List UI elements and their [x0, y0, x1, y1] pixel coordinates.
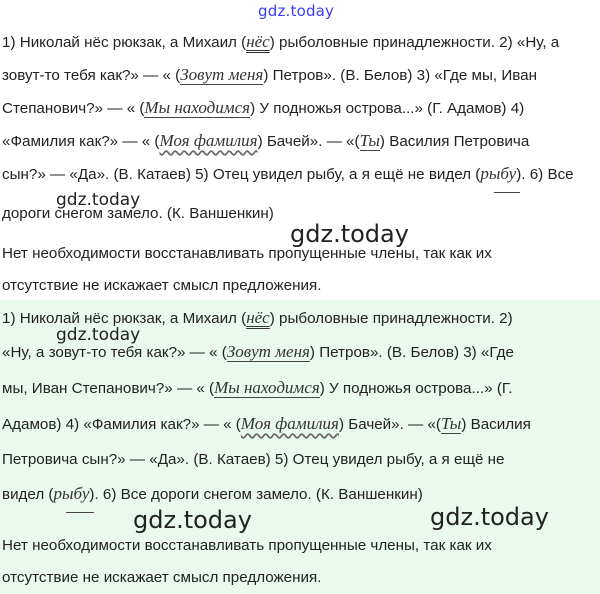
watermark: gdz.today — [430, 503, 549, 531]
underline-mark — [66, 512, 94, 513]
watermark: gdz.today — [290, 220, 409, 248]
conclusion-line: Нет необходимости восстанавливать пропущенные члены, так как их — [2, 537, 492, 554]
text-line: видел (рыбу). 6) Все дороги снегом замело. (К. Ваншенкин) — [2, 484, 423, 503]
text-line: 1) Николай нёс рюкзак, а Михаил (нёс) рыболовные принадлежности. 2) «Ну, а — [2, 32, 560, 51]
conclusion-line: Нет необходимости восстанавливать пропущенные члены, так как их — [2, 245, 492, 262]
text-line: дороги снегом замело. (К. Ваншенкин) — [2, 205, 274, 222]
underline-mark — [494, 192, 520, 193]
text-line: Петровича сын?» — «Да». (В. Катаев) 5) Отец увидел рыбу, а я ещё не — [2, 451, 505, 468]
text-line: «Фамилия как?» — « (Моя фамилия) Бачей». — «(Ты) Василия Петровича — [2, 131, 530, 150]
text-line: «Ну, а зовут-то тебя как?» — « (Зовут меня) Петров». (В. Белов) 3) «Где — [2, 342, 514, 361]
text-line: сын?» — «Да». (В. Катаев) 5) Отец увидел рыбу, а я ещё не видел (рыбу). 6) Все — [2, 164, 574, 183]
conclusion-line: отсутствие не искажает смысл предложения. — [2, 277, 322, 294]
text-line: мы, Иван Степанович?» — « (Мы находимся) У подножья острова...» (Г. — [2, 378, 513, 397]
conclusion-line: отсутствие не искажает смысл предложения. — [2, 569, 322, 586]
watermark-top: gdz.today — [258, 2, 335, 20]
watermark: gdz.today — [133, 506, 252, 534]
text-line: Адамов) 4) «Фамилия как?» — « (Моя фамилия) Бачей». — «(Ты) Василия — [2, 414, 531, 433]
text-line: Степанович?» — « (Мы находимся) У подножья острова...» (Г. Адамов) 4) — [2, 98, 525, 117]
text-line: зовут-то тебя как?» — « (Зовут меня) Петров». (В. Белов) 3) «Где мы, Иван — [2, 65, 537, 84]
watermark: gdz.today — [56, 190, 141, 210]
answer-block-1 — [0, 30, 600, 298]
watermark: gdz.today — [56, 325, 141, 345]
text-line: 1) Николай нёс рюкзак, а Михаил (нёс) рыболовные принадлежности. 2) — [2, 308, 513, 327]
